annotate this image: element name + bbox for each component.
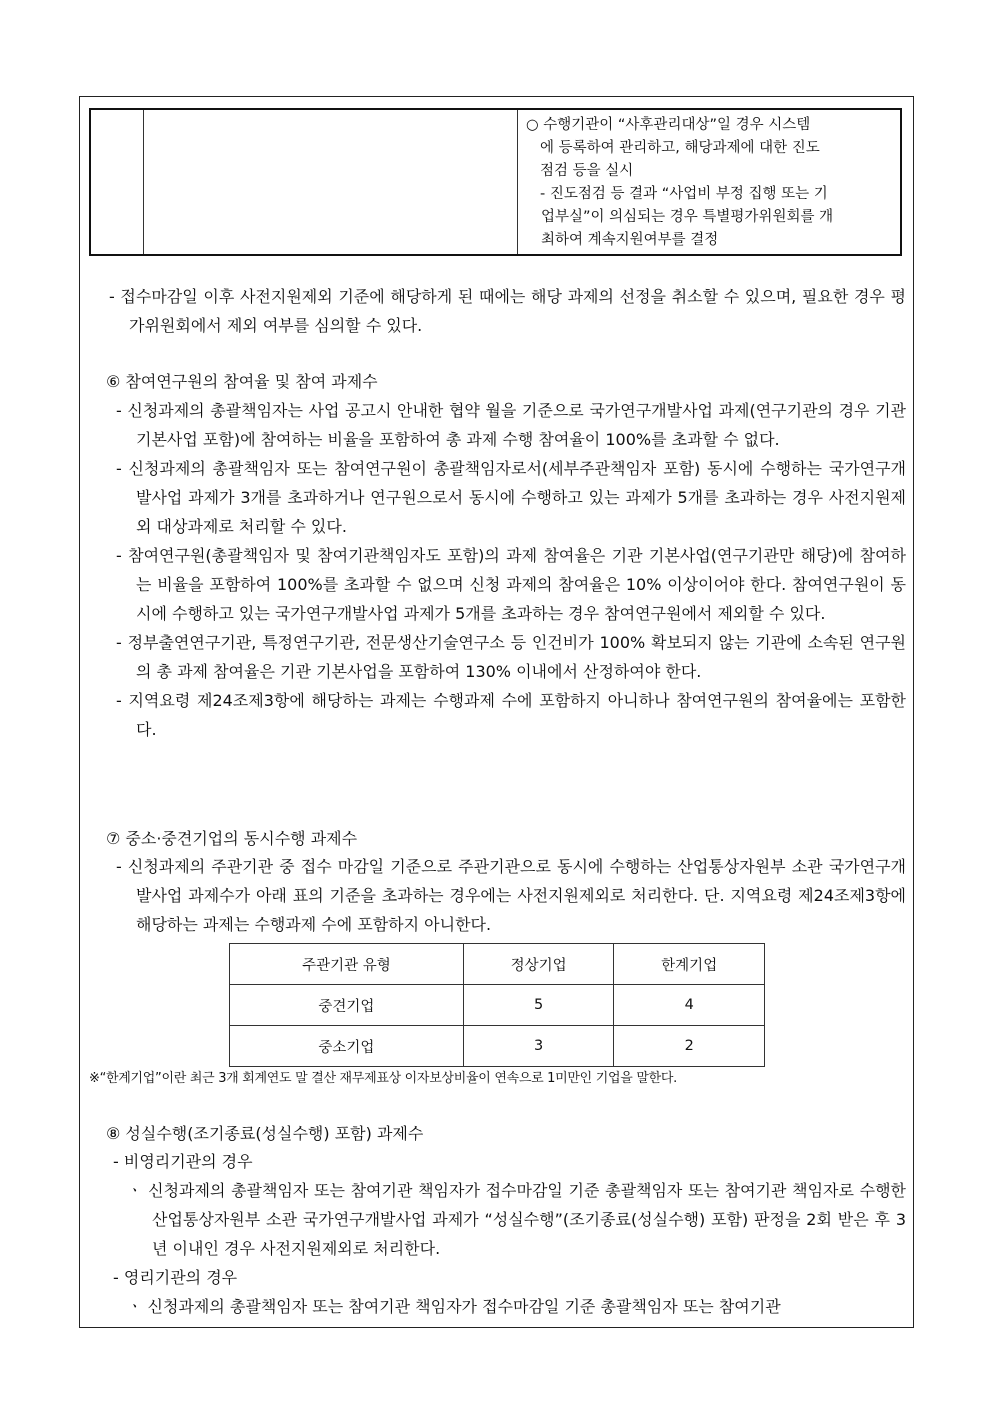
section-7 [106, 824, 906, 853]
section-8 [106, 1119, 906, 1148]
subheading: - 영리기관의 경우 [113, 1268, 238, 1287]
aftercare-line: ○ 수행기관이 “사후관리대상”일 경우 시스템 [526, 117, 811, 133]
table-header-row [230, 944, 765, 985]
section-6 [106, 367, 906, 396]
table-cell: 2 [614, 1026, 765, 1067]
aftercare-line: 업부실”이 의심되는 경우 특별평가위원회를 개 [541, 209, 834, 225]
aftercare-line: - 진도점검 등 결과 “사업비 부정 집행 또는 기 [540, 186, 828, 202]
aftercare-line: 에 등록하여 관리하고, 해당과제에 대한 진도 [540, 140, 820, 156]
section-8-heading: ⑧ 성실수행(조기종료(성실수행) 포함) 과제수 [106, 1124, 424, 1143]
aftercare-line: 최하여 계속지원여부를 결정 [541, 232, 719, 248]
table-header: 한계기업 [614, 944, 765, 985]
concurrent-task-table [229, 943, 765, 1067]
table-cell: 중견기업 [230, 985, 464, 1026]
table-header: 정상기업 [463, 944, 614, 985]
table-header: 주관기관 유형 [230, 944, 464, 985]
list-item: ㆍ 신청과제의 총괄책임자 또는 참여기관 책임자가 접수마감일 기준 총괄책임자 또는 참여기관 [127, 1297, 781, 1316]
table-row [230, 985, 765, 1026]
list-item: - 신청과제의 총괄책임자는 사업 공고시 안내한 협약 월을 기준으로 국가연구개발사업 과제(연구기관의 경우 기관 기본사업 포함)에 참여하는 비율을 포함하여 총 과제 수행 참여율이 100%를 초과할 수 없다. [116, 401, 906, 449]
section-7-heading: ⑦ 중소·중견기업의 동시수행 과제수 [106, 829, 358, 848]
table-cell: 중소기업 [230, 1026, 464, 1067]
list-item: - 신청과제의 총괄책임자 또는 참여연구원이 총괄책임자로서(세부주관책임자 포함) 동시에 수행하는 국가연구개발사업 과제가 3개를 초과하거나 연구원으로서 동시에 수행하고 있는 과제가 5개를 초과하는 경우 사전지원제외 대상과제로 처리할 수 있다. [116, 459, 906, 536]
list-item: - 신청과제의 주관기관 중 접수 마감일 기준으로 주관기관으로 동시에 수행하는 산업통상자원부 소관 국가연구개발사업 과제수가 아래 표의 기준을 초과하는 경우에는 사전지원제외로 처리한다. 단. 지역요령 제24조제3항에 해당하는 과제는 수행과제 수에 포함하지 아니한다. [116, 857, 906, 934]
table-footnote: ※“한계기업”이란 최근 3개 회계연도 말 결산 재무제표상 이자보상비율이 연속으로 1미만인 기업을 말한다. [89, 1071, 677, 1086]
section-6-heading: ⑥ 참여연구원의 참여율 및 참여 과제수 [106, 372, 378, 391]
table-cell: 3 [463, 1026, 614, 1067]
list-item: - 지역요령 제24조제3항에 해당하는 과제는 수행과제 수에 포함하지 아니하나 참여연구원의 참여율에는 포함한다. [116, 691, 906, 739]
empty-cell [144, 109, 518, 255]
aftercare-line: 점검 등을 실시 [540, 163, 634, 179]
subheading: - 비영리기관의 경우 [113, 1152, 253, 1171]
section-7-items [113, 852, 906, 939]
section-8-items [113, 1147, 906, 1321]
list-item: - 참여연구원(총괄책임자 및 참여기관책임자도 포함)의 과제 참여율은 기관 기본사업(연구기관만 해당)에 참여하는 비율을 포함하여 100%를 초과할 수 없으며 신청 과제의 참여율은 10% 이상이어야 한다. 참여연구원이 동시에 수행하고 있는 국가연구개발사업 과제가 5개를 초과하는 경우 참여연구원에서 제외할 수 있다. [116, 546, 906, 623]
list-item: - 정부출연연구기관, 특정연구기관, 전문생산기술연구소 등 인건비가 100% 확보되지 않는 기관에 소속된 연구원의 총 과제 참여율은 기관 기본사업을 포함하여 130% 이내에서 산정하여야 한다. [116, 633, 906, 681]
table-row [230, 1026, 765, 1067]
aftercare-cell [518, 109, 902, 255]
table-cell: 4 [614, 985, 765, 1026]
intro-block [106, 282, 906, 340]
list-item: ㆍ 신청과제의 총괄책임자 또는 참여기관 책임자가 접수마감일 기준 총괄책임자 또는 참여기관 책임자로 수행한 산업통상자원부 소관 국가연구개발사업 과제가 “성실수행”(조기종료(성실수행) 포함) 판정을 2회 받은 후 3년 이내인 경우 사전지원제외로 처리한다. [127, 1181, 906, 1258]
empty-cell [90, 109, 144, 255]
table-cell: 5 [463, 985, 614, 1026]
section-6-items [113, 396, 906, 744]
top-table [89, 108, 902, 256]
intro-paragraph: - 접수마감일 이후 사전지원제외 기준에 해당하게 된 때에는 해당 과제의 선정을 취소할 수 있으며, 필요한 경우 평가위원회에서 제외 여부를 심의할 수 있다. [109, 287, 906, 335]
